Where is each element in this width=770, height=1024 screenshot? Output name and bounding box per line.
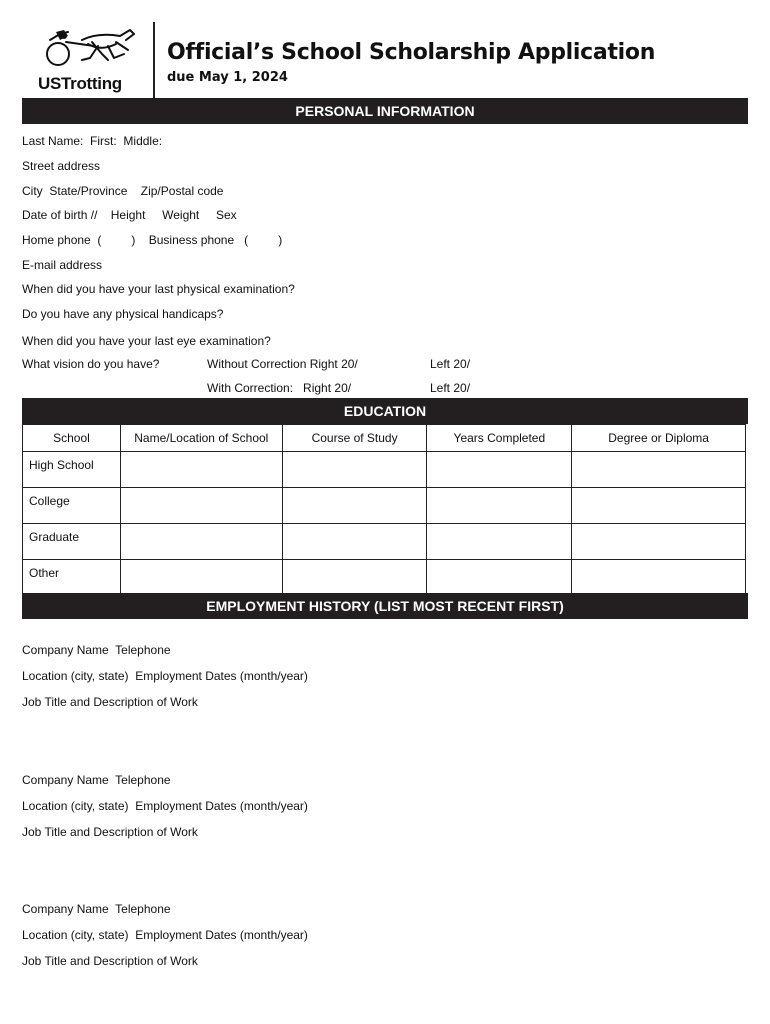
state-label: State/Province	[49, 184, 128, 198]
table-cell[interactable]	[120, 524, 282, 560]
table-cell[interactable]	[427, 452, 572, 488]
dob-label: Date of birth	[22, 208, 88, 222]
company-line	[22, 643, 174, 657]
paren-open: (	[244, 233, 249, 247]
job-line	[22, 954, 201, 968]
right-label: Right 20/	[303, 381, 352, 395]
phone-line	[22, 233, 282, 247]
right-label: Right 20/	[309, 357, 358, 371]
table-cell[interactable]	[120, 560, 282, 596]
row-label: High School	[23, 452, 121, 488]
table-row	[23, 560, 746, 596]
location-label: Location (city, state)	[22, 799, 129, 813]
left-label: Left 20/	[430, 357, 471, 371]
dob-separator: /	[90, 208, 95, 222]
vision-with-line	[207, 381, 351, 395]
zip-label: Zip/Postal code	[140, 184, 224, 198]
height-label: Height	[110, 208, 146, 222]
physical-line	[22, 282, 295, 296]
education-table	[22, 424, 746, 596]
table-cell[interactable]	[282, 452, 427, 488]
table-cell[interactable]	[572, 560, 746, 596]
table-cell[interactable]	[282, 488, 427, 524]
education-header-row	[23, 425, 746, 452]
with-correction-label: With Correction:	[207, 381, 294, 395]
job-line	[22, 695, 201, 709]
first-name-label: First:	[90, 134, 117, 148]
home-phone-label: Home phone	[22, 233, 91, 247]
telephone-label: Telephone	[115, 902, 171, 916]
location-line	[22, 799, 311, 813]
street-line	[22, 159, 103, 173]
section-header-education: EDUCATION	[22, 398, 748, 424]
page-title: Official’s School Scholarship Application	[167, 40, 656, 65]
harness-horse-icon	[42, 24, 138, 68]
table-cell[interactable]	[427, 560, 572, 596]
company-label: Company Name	[22, 643, 109, 657]
company-label: Company Name	[22, 773, 109, 787]
city-label: City	[22, 184, 43, 198]
row-label: College	[23, 488, 121, 524]
vision-line	[22, 357, 159, 371]
header-divider	[153, 22, 155, 98]
paren-open: (	[97, 233, 102, 247]
name-line	[22, 134, 165, 148]
table-cell[interactable]	[427, 488, 572, 524]
vision-with-left	[430, 381, 470, 395]
middle-name-label: Middle:	[123, 134, 163, 148]
employment-dates-label: Employment Dates (month/year)	[135, 799, 308, 813]
location-label: Location (city, state)	[22, 928, 129, 942]
vision-without-left	[430, 357, 470, 371]
email-label: E-mail address	[22, 258, 103, 272]
telephone-label: Telephone	[115, 773, 171, 787]
section-header-employment: EMPLOYMENT HISTORY (LIST MOST RECENT FIRST)	[22, 593, 748, 619]
table-cell[interactable]	[282, 524, 427, 560]
paren-close: )	[278, 233, 283, 247]
eye-exam-line	[22, 334, 274, 348]
column-header: Degree or Diploma	[572, 425, 746, 452]
dob-separator: /	[94, 208, 98, 222]
last-name-label: Last Name:	[22, 134, 84, 148]
job-title-label: Job Title and Description of Work	[22, 825, 198, 839]
location-label: Location (city, state)	[22, 669, 129, 683]
company-label: Company Name	[22, 902, 109, 916]
vision-question: What vision do you have?	[22, 357, 160, 371]
company-line	[22, 902, 174, 916]
header	[22, 22, 748, 98]
sex-label: Sex	[215, 208, 237, 222]
table-cell[interactable]	[120, 488, 282, 524]
vision-without-line	[207, 357, 358, 371]
without-correction-label: Without Correction	[207, 357, 307, 371]
email-line	[22, 258, 105, 272]
job-title-label: Job Title and Description of Work	[22, 954, 198, 968]
table-cell[interactable]	[427, 524, 572, 560]
job-line	[22, 825, 201, 839]
table-row	[23, 452, 746, 488]
row-label: Graduate	[23, 524, 121, 560]
column-header: School	[23, 425, 121, 452]
table-cell[interactable]	[572, 488, 746, 524]
location-line	[22, 928, 311, 942]
column-header: Years Completed	[427, 425, 572, 452]
eye-exam-label: When did you have your last eye examination?	[22, 334, 271, 348]
handicaps-line	[22, 307, 227, 321]
section-header-personal: PERSONAL INFORMATION	[22, 98, 748, 124]
weight-label: Weight	[162, 208, 200, 222]
table-cell[interactable]	[572, 452, 746, 488]
employment-dates-label: Employment Dates (month/year)	[135, 928, 308, 942]
employment-dates-label: Employment Dates (month/year)	[135, 669, 308, 683]
table-cell[interactable]	[120, 452, 282, 488]
column-header: Course of Study	[282, 425, 427, 452]
company-line	[22, 773, 174, 787]
handicaps-label: Do you have any physical handicaps?	[22, 307, 224, 321]
table-row	[23, 488, 746, 524]
left-label: Left 20/	[430, 381, 471, 395]
physical-exam-label: When did you have your last physical examination?	[22, 282, 295, 296]
table-cell[interactable]	[572, 524, 746, 560]
business-phone-label: Business phone	[148, 233, 235, 247]
due-date: due May 1, 2024	[167, 70, 288, 85]
ustrotting-logo	[38, 24, 156, 94]
row-label: Other	[23, 560, 121, 596]
telephone-label: Telephone	[115, 643, 171, 657]
job-title-label: Job Title and Description of Work	[22, 695, 198, 709]
table-row	[23, 524, 746, 560]
table-cell[interactable]	[282, 560, 427, 596]
location-line	[22, 669, 311, 683]
dob-line	[22, 208, 240, 222]
street-label: Street address	[22, 159, 101, 173]
city-line	[22, 184, 227, 198]
paren-close: )	[131, 233, 136, 247]
logo-text: USTrotting	[38, 74, 122, 93]
column-header: Name/Location of School	[120, 425, 282, 452]
